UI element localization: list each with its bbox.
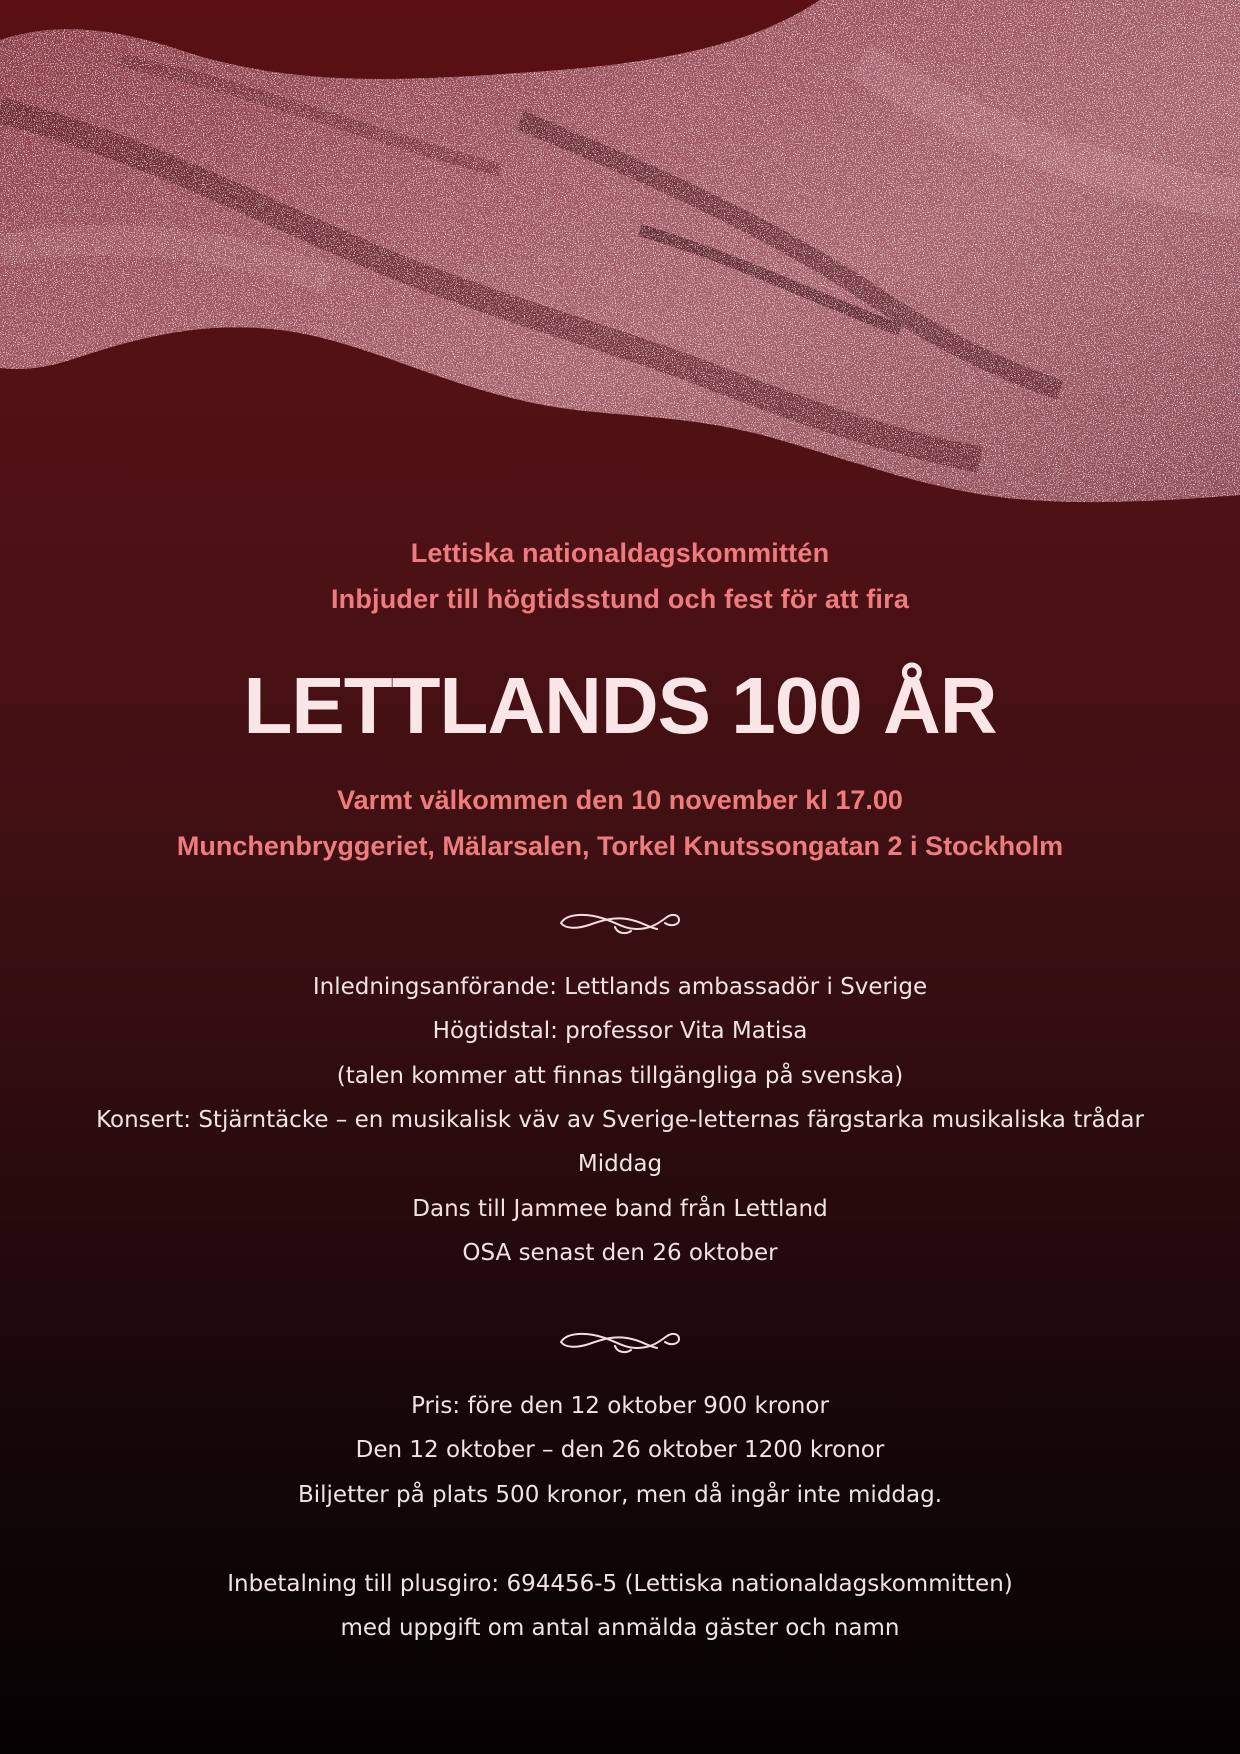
program-item: Högtidstal: professor Vita Matisa bbox=[432, 1018, 808, 1044]
price-item: Biljetter på plats 500 kronor, men då ingår inte middag. bbox=[297, 1482, 943, 1508]
flourish-ornament-icon bbox=[555, 905, 685, 941]
invitation-text: Inbjuder till högtidsstund och fest för att fira bbox=[330, 584, 910, 614]
program-item: (talen kommer att finnas tillgängliga på svenska) bbox=[336, 1063, 904, 1089]
program-item: Konsert: Stjärntäcke – en musikalisk väv av Sverige-letternas färgstarka musikaliska trådar bbox=[96, 1107, 1144, 1133]
program-item: Inledningsanförande: Lettlands ambassadör i Sverige bbox=[312, 974, 928, 1000]
committee-name: Lettiska nationaldagskommittén bbox=[410, 538, 830, 568]
program-item: Dans till Jammee band från Lettland bbox=[412, 1196, 828, 1222]
page-title: LETTLANDS 100 ÅR bbox=[243, 661, 997, 750]
program-item: Middag bbox=[577, 1151, 663, 1177]
program-item: OSA senast den 26 oktober bbox=[462, 1240, 778, 1266]
event-welcome: Varmt välkommen den 10 november kl 17.00 bbox=[337, 785, 903, 815]
payment-info: med uppgift om antal anmälda gäster och namn bbox=[340, 1615, 900, 1641]
price-item: Pris: före den 12 oktober 900 kronor bbox=[411, 1393, 829, 1419]
flourish-ornament-icon bbox=[555, 1324, 685, 1360]
payment-info: Inbetalning till plusgiro: 694456-5 (Lettiska nationaldagskommitten) bbox=[227, 1571, 1013, 1597]
event-venue: Munchenbryggeriet, Mälarsalen, Torkel Knutssongatan 2 i Stockholm bbox=[176, 831, 1064, 861]
price-item: Den 12 oktober – den 26 oktober 1200 kronor bbox=[355, 1437, 885, 1463]
